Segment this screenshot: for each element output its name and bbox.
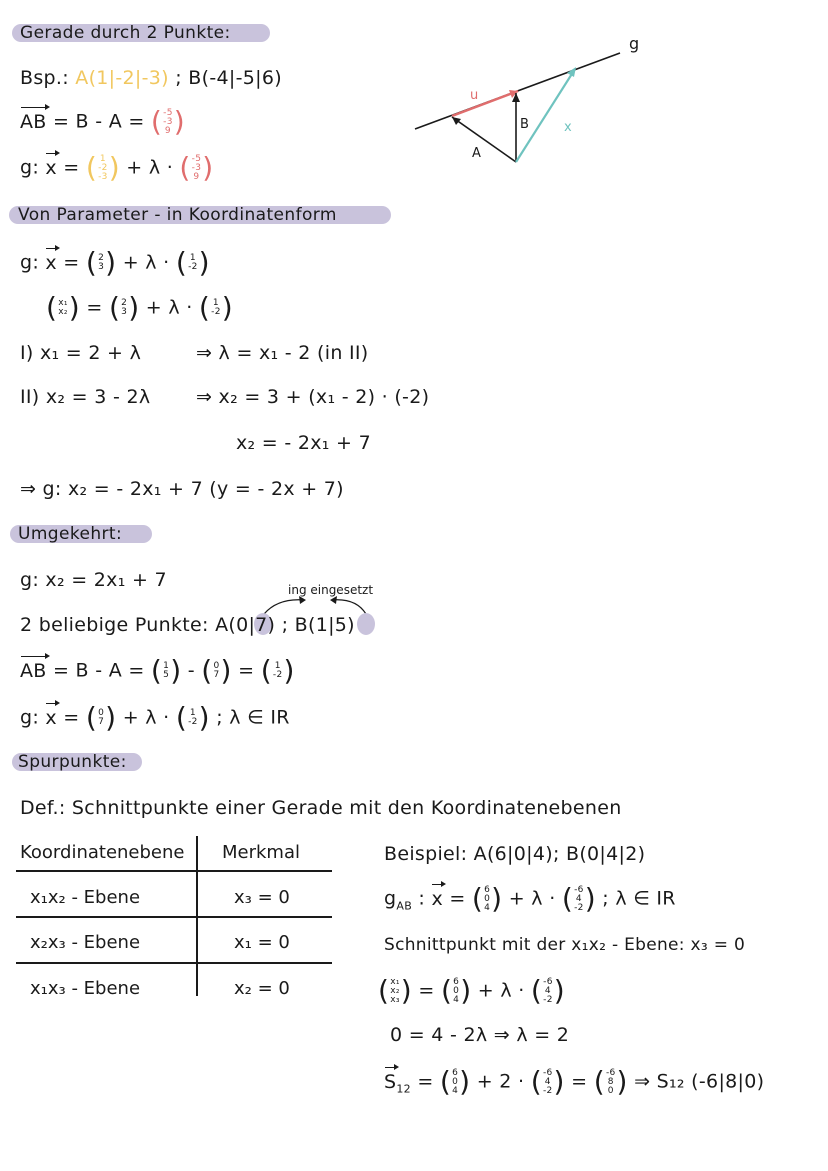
arbitrary-points-line: 2 beliebige Punkte: A(0|7) ; B(1|5) xyxy=(20,614,355,636)
highlight-circle-b xyxy=(357,613,375,635)
example-header: Beispiel: A(6|0|4); B(0|4|2) xyxy=(384,843,646,865)
table-header: Merkmal xyxy=(222,842,300,863)
vector-a xyxy=(452,117,516,162)
intersect-text: Schnittpunkt mit der x₁x₂ - Ebene: x₃ = 0 xyxy=(384,935,746,955)
g-parametric-line-2: g: x = ( 0 7 ) + λ · ( 1 -2 ) ; λ ∈ IR xyxy=(20,701,290,734)
g-direction-vector: ( -5 -3 9 ) xyxy=(179,151,214,184)
example-line xyxy=(20,67,282,89)
section-heading-spurpunkte: Spurpunkte: xyxy=(18,752,127,772)
ab-vector-line-2: AB = B - A = ( 1 5 ) - ( 0 7 ) = ( 1 -2 ) xyxy=(20,654,295,687)
table-cell: x₁ = 0 xyxy=(234,932,290,953)
equation-ii-result-2: x₂ = - 2x₁ + 7 xyxy=(236,432,371,454)
example-g-line: $g_{AB}$ : x = ( 6 0 4 ) + λ · ( -6 4 -2 ) ; λ ∈ IR xyxy=(384,882,676,915)
vector-diagram xyxy=(400,25,660,175)
separator: ; xyxy=(175,67,182,89)
ab-label: AB xyxy=(20,110,47,133)
table-cell: x₂x₃ - Ebene xyxy=(30,932,141,953)
ab-result-vector: ( -5 -3 9 ) xyxy=(150,105,185,138)
section-heading-umgekehrt: Umgekehrt: xyxy=(18,524,123,544)
solve-line: 0 = 4 - 2λ ⇒ λ = 2 xyxy=(390,1024,570,1046)
table-cell: x₁x₃ - Ebene xyxy=(30,978,141,999)
label-g: g xyxy=(629,34,640,53)
equation-i: I) x₁ = 2 + λ xyxy=(20,342,142,364)
ab-equation: = B - A = xyxy=(52,110,145,133)
vector-x xyxy=(516,69,575,162)
label-a: A xyxy=(472,146,481,161)
lambda-term: + λ · xyxy=(126,156,174,179)
definition: Def.: Schnittpunkte einer Gerade mit den Koordinatenebenen xyxy=(20,797,622,819)
table-cell: x₁x₂ - Ebene xyxy=(30,887,141,908)
equation-ii-result: ⇒ x₂ = 3 + (x₁ - 2) · (-2) xyxy=(196,386,430,408)
annotation-inserted: ing eingesetzt xyxy=(288,583,374,597)
g-parametric-line: g: x = ( 1 -2 -3 ) + λ · ( -5 -3 9 ) xyxy=(20,151,214,184)
label-x: x xyxy=(564,120,572,135)
intersection-point-line: $S_{12}$ = ( 6 0 4 ) + 2 · ( -6 4 -2 ) = ( -6 8 0 ) ⇒ S₁₂ (-6|8|0) xyxy=(384,1065,765,1098)
table-header: Koordinatenebene xyxy=(20,842,185,863)
label-b: B xyxy=(520,117,529,132)
equation-ii: II) x₂ = 3 - 2λ xyxy=(20,386,151,408)
section-heading-gerade: Gerade durch 2 Punkte: xyxy=(20,23,231,43)
example-label: Bsp.: xyxy=(20,67,69,89)
table-cell: x₂ = 0 xyxy=(234,978,290,999)
point-b: B(-4|-5|6) xyxy=(188,67,282,89)
vector-u xyxy=(452,91,518,116)
label-u: u xyxy=(470,88,479,103)
g-label: g: xyxy=(20,156,40,179)
point-a: A(1|-2|-3) xyxy=(75,67,169,89)
g-support-vector: ( 1 -2 -3 ) xyxy=(85,151,120,184)
section-heading-parameter: Von Parameter - in Koordinatenform xyxy=(18,205,337,225)
coordinate-form-result: ⇒ g: x₂ = - 2x₁ + 7 (y = - 2x + 7) xyxy=(20,478,344,500)
param-line-2: ( x₁ x₂ ) = ( 2 3 ) + λ · ( 1 -2 ) xyxy=(46,291,233,324)
param-line-1: g: x = ( 2 3 ) + λ · ( 1 -2 ) xyxy=(20,246,210,279)
coordinate-equation: g: x₂ = 2x₁ + 7 xyxy=(20,569,167,591)
equation-i-result: ⇒ λ = x₁ - 2 (in II) xyxy=(196,342,369,364)
system-line: ( x₁ x₂ x₃ ) = ( 6 0 4 ) + λ · ( -6 4 -2 ) xyxy=(378,974,565,1007)
table-cell: x₃ = 0 xyxy=(234,887,290,908)
ab-vector-line xyxy=(20,105,185,138)
x-vector: x xyxy=(45,156,57,179)
